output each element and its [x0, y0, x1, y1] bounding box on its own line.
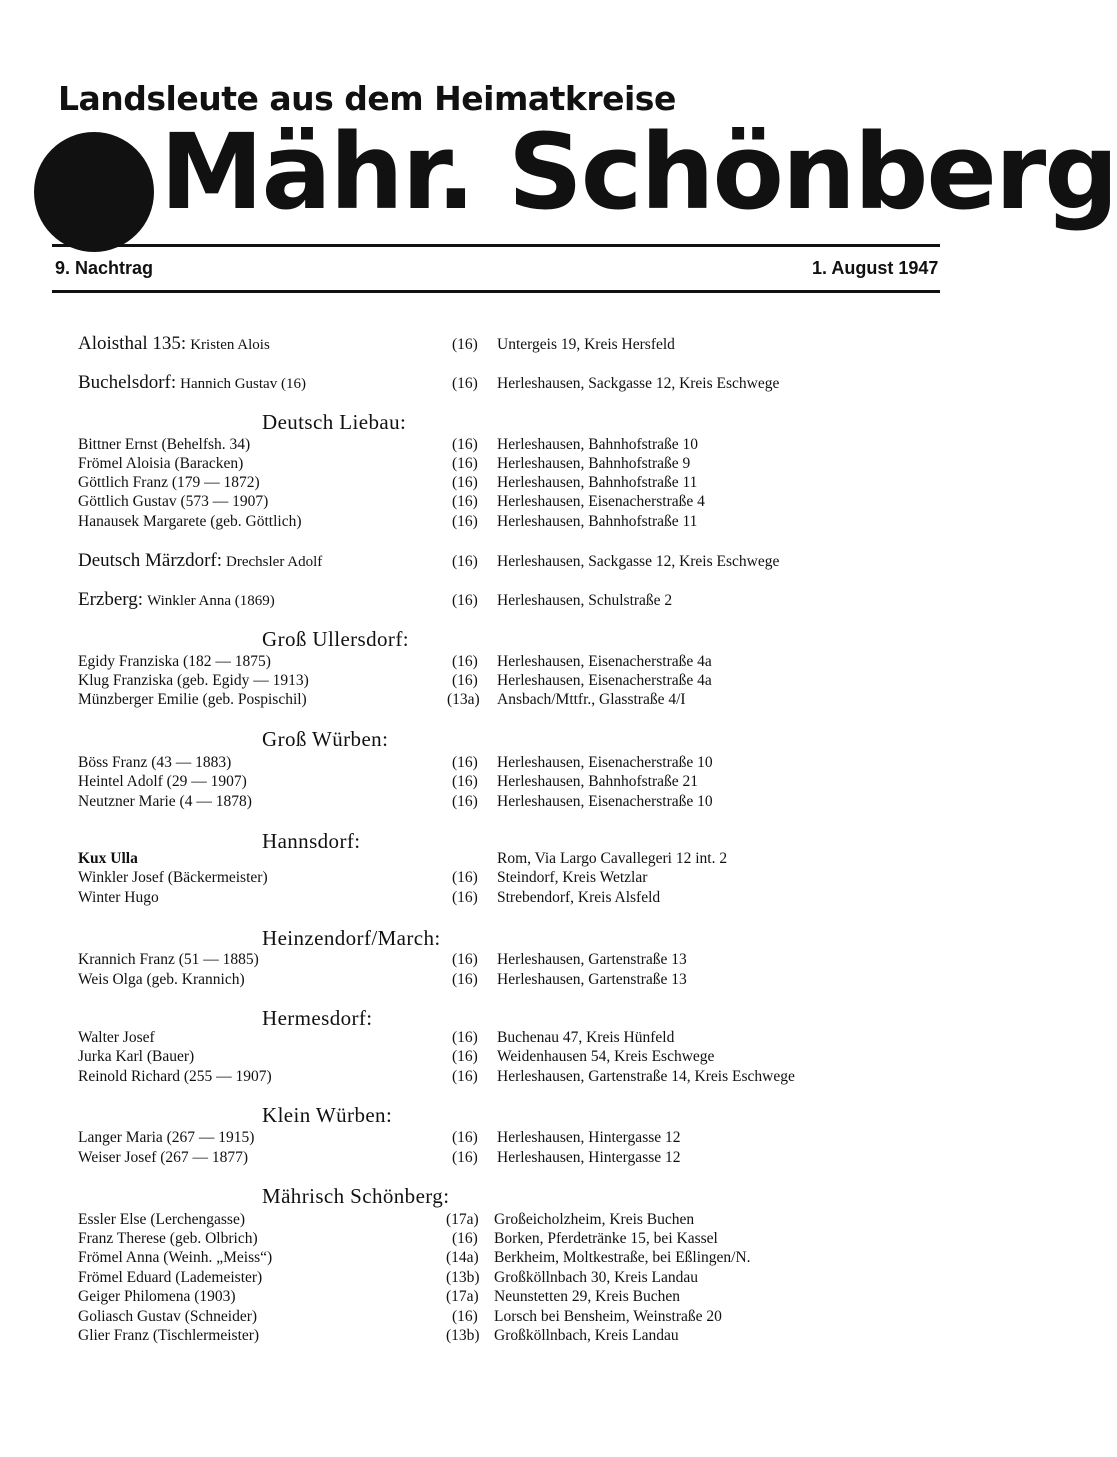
entry-address: Buchenau 47, Kreis Hünfeld [497, 1029, 675, 1046]
entry-name: Kux Ulla [78, 850, 138, 867]
entry-code: (16) [452, 889, 478, 906]
entry-code: (16) [452, 1230, 478, 1247]
section-heading: Klein Würben: [262, 1103, 393, 1127]
header-subtitle: Landsleute aus dem Heimatkreise [58, 79, 676, 118]
entry-code: (16) [452, 592, 478, 609]
entry-code: (16) [452, 773, 478, 790]
entry-name: Bittner Ernst (Behelfsh. 34) [78, 436, 251, 453]
entry-name: Walter Josef [78, 1029, 155, 1046]
section-heading: Hermesdorf: [262, 1006, 373, 1030]
section-heading: Groß Ullersdorf: [262, 627, 409, 651]
entry-address: Berkheim, Moltkestraße, bei Eßlingen/N. [494, 1249, 751, 1266]
entry-name: Winter Hugo [78, 889, 159, 906]
entry-address: Herleshausen, Hintergasse 12 [497, 1129, 681, 1146]
entry-name: Weis Olga (geb. Krannich) [78, 971, 245, 988]
entry-code: (16) [452, 455, 478, 472]
inline-entry: Erzberg: Winkler Anna (1869) [78, 589, 275, 610]
entry-code: (16) [452, 336, 478, 353]
entry-address: Herleshausen, Bahnhofstraße 10 [497, 436, 699, 453]
entry-name: Franz Therese (geb. Olbrich) [78, 1230, 258, 1247]
entry-name: Frömel Eduard (Lademeister) [78, 1269, 263, 1286]
entry-code: (16) [452, 1029, 478, 1046]
entry-code: (16) [452, 493, 478, 510]
entry-name: Krannich Franz (51 — 1885) [78, 951, 259, 968]
entry-address: Großköllnbach 30, Kreis Landau [494, 1269, 699, 1286]
entry-code: (16) [452, 553, 478, 570]
date-label: 1. August 1947 [812, 258, 939, 278]
entry-name: Goliasch Gustav (Schneider) [78, 1308, 258, 1325]
entry-address: Ansbach/Mttfr., Glasstraße 4/I [497, 691, 686, 708]
entry-code: (16) [452, 971, 478, 988]
entry-address: Herleshausen, Eisenacherstraße 4 [497, 493, 705, 510]
entry-code: (16) [452, 513, 478, 530]
entry-name: Frömel Anna (Weinh. „Meiss“) [78, 1249, 273, 1266]
entry-code: (16) [452, 1048, 478, 1065]
entry-address: Herleshausen, Gartenstraße 13 [497, 971, 687, 988]
section-heading: Mährisch Schönberg: [262, 1184, 450, 1208]
entry-code: (16) [452, 1308, 478, 1325]
entry-address: Lorsch bei Bensheim, Weinstraße 20 [494, 1308, 722, 1325]
entry-address: Herleshausen, Sackgasse 12, Kreis Eschwege [497, 375, 780, 392]
entry-name: Frömel Aloisia (Baracken) [78, 455, 244, 472]
entry-name: Egidy Franziska (182 — 1875) [78, 653, 271, 670]
entry-address: Neunstetten 29, Kreis Buchen [494, 1288, 680, 1305]
entry-name: Geiger Philomena (1903) [78, 1288, 236, 1305]
entry-address: Untergeis 19, Kreis Hersfeld [497, 336, 675, 353]
header-title: Mähr. Schönberg [160, 111, 1117, 233]
entry-address: Herleshausen, Schulstraße 2 [497, 592, 673, 609]
entry-code: (16) [452, 474, 478, 491]
entry-code: (16) [452, 1149, 478, 1166]
entry-code: (14a) [446, 1249, 479, 1266]
inline-entry: Aloisthal 135: Kristen Alois [78, 333, 270, 354]
entry-name: Hanausek Margarete (geb. Göttlich) [78, 513, 302, 530]
entry-code: (16) [452, 436, 478, 453]
bottom-rule [52, 290, 940, 293]
inline-entry: Deutsch Märzdorf: Drechsler Adolf [78, 550, 323, 571]
inline-entry: Buchelsdorf: Hannich Gustav (16) [78, 372, 306, 393]
section-heading: Groß Würben: [262, 727, 389, 751]
entry-code: (16) [452, 754, 478, 771]
entry-name: Jurka Karl (Bauer) [78, 1048, 195, 1065]
entry-address: Herleshausen, Bahnhofstraße 11 [497, 513, 698, 530]
top-rule [52, 244, 940, 247]
entry-address: Weidenhausen 54, Kreis Eschwege [497, 1048, 715, 1065]
entry-address: Herleshausen, Hintergasse 12 [497, 1149, 681, 1166]
entry-code: (16) [452, 951, 478, 968]
entry-code: (17a) [446, 1211, 479, 1228]
entry-address: Herleshausen, Eisenacherstraße 10 [497, 754, 713, 771]
entry-address: Steindorf, Kreis Wetzlar [497, 869, 648, 886]
entry-address: Großeicholzheim, Kreis Buchen [494, 1211, 695, 1228]
entry-name: Glier Franz (Tischlermeister) [78, 1327, 260, 1344]
entry-code: (17a) [446, 1288, 479, 1305]
entry-address: Herleshausen, Gartenstraße 14, Kreis Eschwege [497, 1068, 795, 1085]
entry-name: Essler Else (Lerchengasse) [78, 1211, 245, 1228]
entry-code: (13b) [446, 1327, 480, 1344]
entry-address: Herleshausen, Gartenstraße 13 [497, 951, 687, 968]
entry-code: (16) [452, 375, 478, 392]
entry-address: Herleshausen, Bahnhofstraße 21 [497, 773, 699, 790]
entry-address: Großköllnbach, Kreis Landau [494, 1327, 679, 1344]
entry-code: (16) [452, 1129, 478, 1146]
entry-address: Herleshausen, Eisenacherstraße 4a [497, 672, 712, 689]
entry-name: Heintel Adolf (29 — 1907) [78, 773, 247, 790]
entry-address: Herleshausen, Bahnhofstraße 9 [497, 455, 691, 472]
entry-address: Strebendorf, Kreis Alsfeld [497, 889, 661, 906]
entry-name: Göttlich Franz (179 — 1872) [78, 474, 260, 491]
entry-code: (16) [452, 869, 478, 886]
entry-name: Böss Franz (43 — 1883) [78, 754, 232, 771]
entry-address: Herleshausen, Eisenacherstraße 4a [497, 653, 712, 670]
section-heading: Heinzendorf/March: [262, 926, 441, 950]
entry-code: (13b) [446, 1269, 480, 1286]
entry-address: Herleshausen, Eisenacherstraße 10 [497, 793, 713, 810]
edition-label: 9. Nachtrag [55, 258, 154, 278]
entry-name: Münzberger Emilie (geb. Pospischil) [78, 691, 307, 708]
section-heading: Hannsdorf: [262, 829, 361, 853]
entry-name: Langer Maria (267 — 1915) [78, 1129, 255, 1146]
entry-name: Göttlich Gustav (573 — 1907) [78, 493, 269, 510]
entry-code: (16) [452, 672, 478, 689]
entry-address: Borken, Pferdetränke 15, bei Kassel [494, 1230, 718, 1247]
entry-name: Reinold Richard (255 — 1907) [78, 1068, 272, 1085]
entry-address: Rom, Via Largo Cavallegeri 12 int. 2 [497, 850, 728, 867]
entry-code: (16) [452, 793, 478, 810]
entry-code: (13a) [447, 691, 480, 708]
entry-name: Neutzner Marie (4 — 1878) [78, 793, 252, 810]
entry-code: (16) [452, 1068, 478, 1085]
black-dot-emblem [34, 132, 154, 252]
entry-name: Weiser Josef (267 — 1877) [78, 1149, 249, 1166]
entry-code: (16) [452, 653, 478, 670]
section-heading: Deutsch Liebau: [262, 410, 407, 434]
entry-address: Herleshausen, Bahnhofstraße 11 [497, 474, 698, 491]
entry-name: Winkler Josef (Bäckermeister) [78, 869, 268, 886]
entry-address: Herleshausen, Sackgasse 12, Kreis Eschwege [497, 553, 780, 570]
entry-name: Klug Franziska (geb. Egidy — 1913) [78, 672, 309, 689]
